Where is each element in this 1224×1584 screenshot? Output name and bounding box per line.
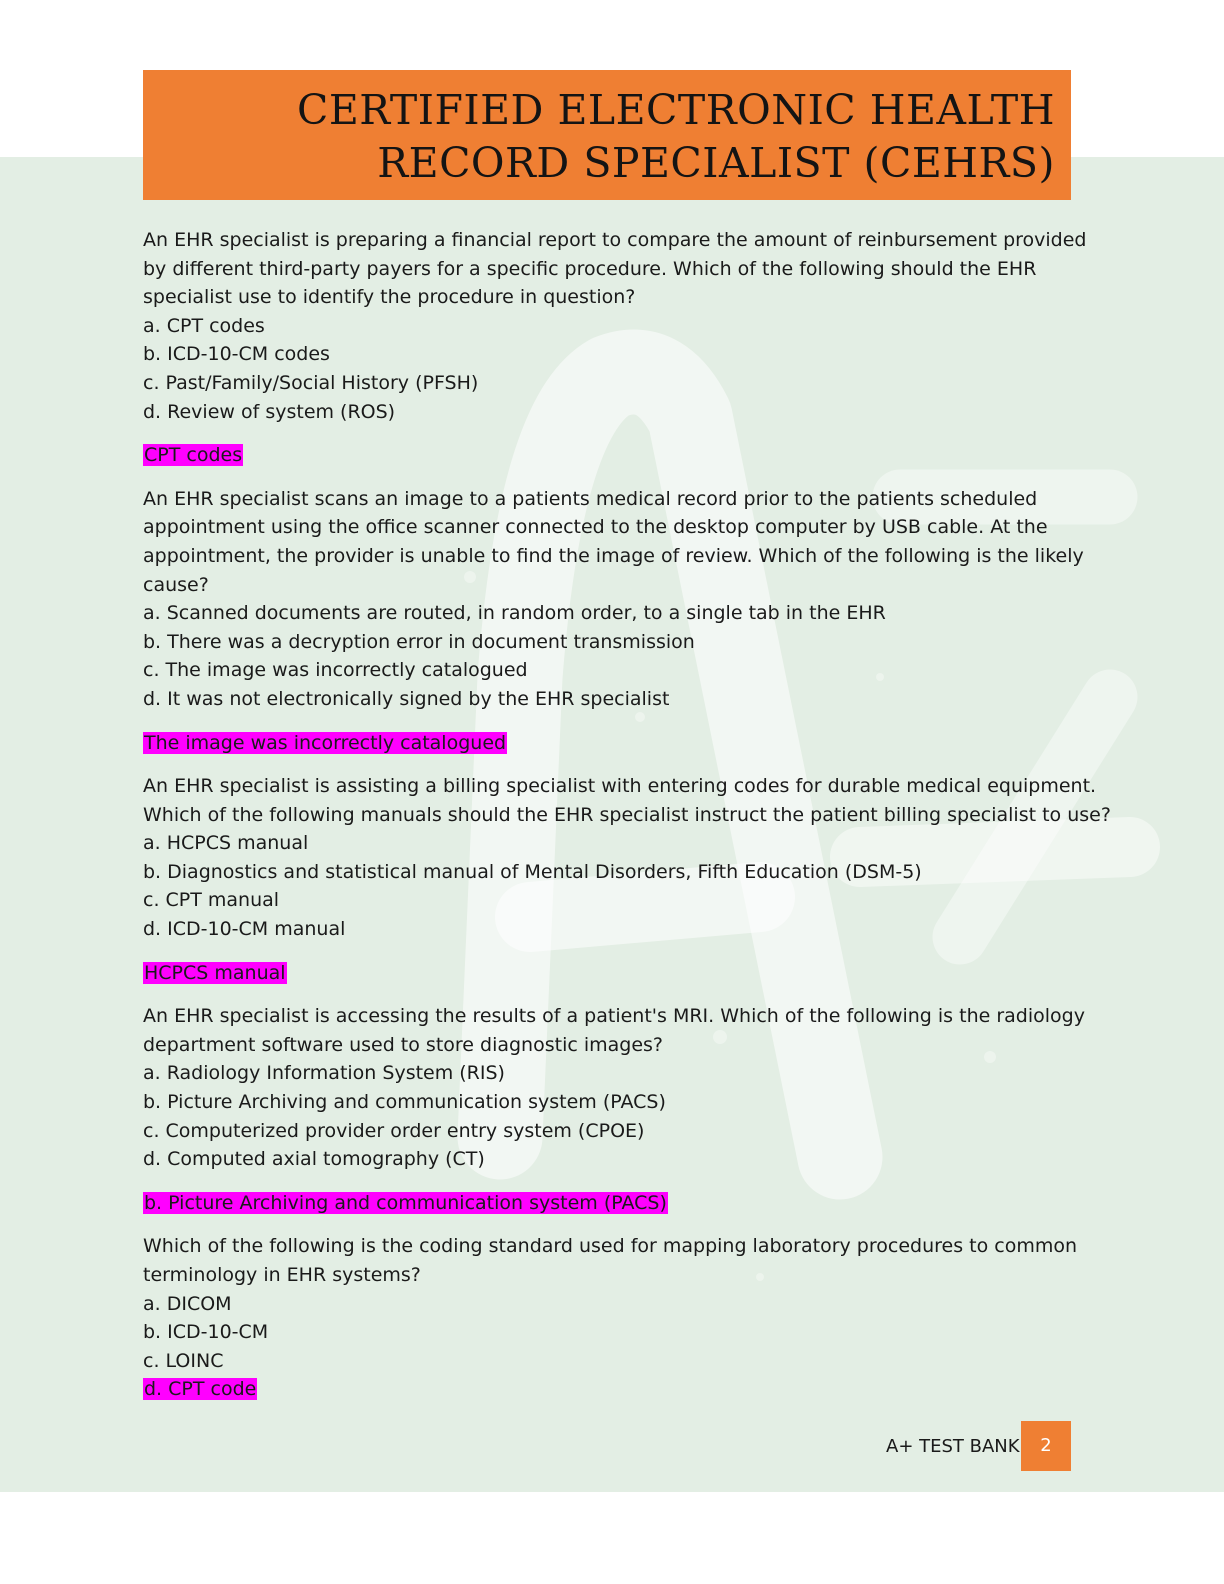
question-stem: department software used to store diagnostic images? bbox=[143, 1033, 664, 1056]
question-block bbox=[143, 1232, 1078, 1404]
answer-option: b. ICD-10-CM codes bbox=[143, 343, 330, 366]
answer-option: a. HCPCS manual bbox=[143, 832, 309, 855]
question-stem: Which of the following manuals should the EHR specialist instruct the patient billing specialist to use? bbox=[143, 803, 1111, 826]
question-stem: Which of the following is the coding standard used for mapping laboratory procedures to common bbox=[143, 1235, 1077, 1258]
question-stem: appointment using the office scanner connected to the desktop computer by USB cable. At the bbox=[143, 516, 1048, 539]
answer-option: a. CPT codes bbox=[143, 314, 265, 337]
answer-option: b. ICD-10-CM bbox=[143, 1321, 269, 1344]
answer-option: c. The image was incorrectly catalogued bbox=[143, 659, 528, 682]
answer-option: d. Computed axial tomography (CT) bbox=[143, 1148, 485, 1171]
question-block bbox=[143, 485, 1084, 714]
page-title-line-1: CERTIFIED ELECTRONIC HEALTH bbox=[296, 86, 1055, 134]
answer-option: c. Computerized provider order entry system (CPOE) bbox=[143, 1119, 645, 1142]
answer-option: a. DICOM bbox=[143, 1292, 232, 1315]
question-stem: An EHR specialist is accessing the results of a patient's MRI. Which of the following is the radiology bbox=[143, 1005, 1085, 1028]
correct-answer bbox=[143, 441, 1078, 470]
answer-option: c. CPT manual bbox=[143, 889, 280, 912]
question-block bbox=[143, 1002, 1085, 1174]
highlighted-answer: HCPCS manual bbox=[144, 961, 286, 984]
correct-answer bbox=[143, 729, 1078, 758]
answer-option: b. Picture Archiving and communication system (PACS) bbox=[143, 1091, 666, 1114]
answer-option-highlighted bbox=[143, 1375, 1078, 1404]
question-stem: specialist use to identify the procedure in question? bbox=[143, 286, 636, 309]
question-stem: terminology in EHR systems? bbox=[143, 1264, 421, 1286]
question-block bbox=[143, 226, 1087, 426]
highlighted-answer: The image was incorrectly catalogued bbox=[144, 731, 507, 754]
title-banner bbox=[143, 70, 1071, 200]
answer-option: d. ICD-10-CM manual bbox=[143, 918, 346, 941]
question-list bbox=[143, 226, 1111, 1419]
question-stem: An EHR specialist is preparing a financial report to compare the amount of reinbursement provided bbox=[143, 229, 1087, 251]
question-stem: appointment, the provider is unable to find the image of review. Which of the following is the likely bbox=[143, 544, 1084, 567]
correct-answer bbox=[143, 959, 1078, 988]
answer-option: a. Scanned documents are routed, in random order, to a single tab in the EHR bbox=[143, 602, 886, 625]
highlighted-answer: d. CPT code bbox=[144, 1378, 257, 1401]
question-stem: by different third-party payers for a specific procedure. Which of the following should the EHR bbox=[143, 257, 1037, 280]
answer-option: c. LOINC bbox=[143, 1349, 224, 1372]
answer-option: b. There was a decryption error in document transmission bbox=[143, 630, 695, 653]
footer-label: A+ TEST BANK bbox=[886, 1436, 1020, 1457]
answer-option: d. Review of system (ROS) bbox=[143, 400, 396, 423]
highlighted-answer: CPT codes bbox=[144, 444, 243, 467]
page-number: 2 bbox=[1021, 1421, 1071, 1471]
highlighted-answer: b. Picture Archiving and communication system (PACS) bbox=[144, 1191, 667, 1214]
question-stem: An EHR specialist scans an image to a patients medical record prior to the patients scheduled bbox=[143, 487, 1038, 510]
answer-option: b. Diagnostics and statistical manual of Mental Disorders, Fifth Education (DSM-5) bbox=[143, 860, 922, 883]
answer-option: c. Past/Family/Social History (PFSH) bbox=[143, 371, 479, 394]
page-title-line-2: RECORD SPECIALIST (CEHRS) bbox=[377, 139, 1055, 187]
answer-option: d. It was not electronically signed by the EHR specialist bbox=[143, 687, 670, 710]
question-stem: cause? bbox=[143, 573, 209, 596]
correct-answer bbox=[143, 1189, 1078, 1218]
answer-option: a. Radiology Information System (RIS) bbox=[143, 1062, 505, 1085]
question-block bbox=[143, 772, 1111, 944]
question-stem: An EHR specialist is assisting a billing specialist with entering codes for durable medical equipment. bbox=[143, 775, 1097, 798]
